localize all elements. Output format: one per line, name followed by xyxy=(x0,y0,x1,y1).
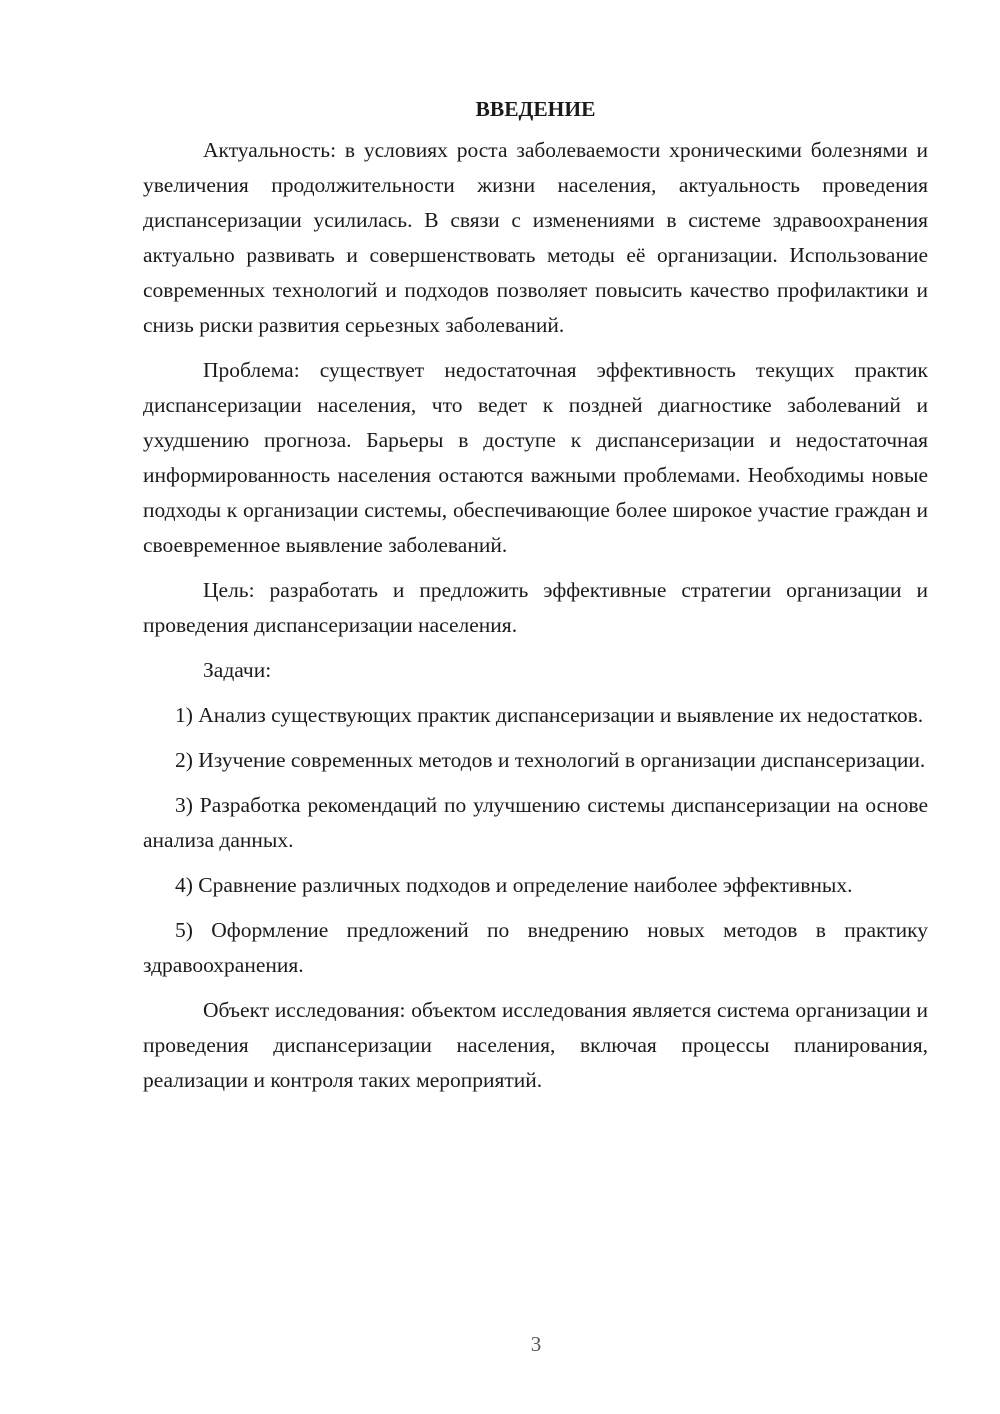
task-item: 3) Разработка рекомендаций по улучшению системы диспансеризации на основе анализа данных. xyxy=(143,793,928,852)
page-number: 3 xyxy=(530,1332,542,1356)
task-item: 1) Анализ существующих практик диспансеризации и выявление их недостатков. xyxy=(175,703,924,727)
document-page xyxy=(143,92,928,1108)
tasks-label: Задачи: xyxy=(203,658,272,682)
relevance-paragraph: Актуальность: в условиях роста заболеваемости хроническими болезнями и увеличения продолжительности жизни населения, актуальность проведения диспансеризации усилилась. В связи с изменениями в системе здравоохранения актуально развивать и совершенствовать методы её организации. Использование современных технологий и подходов позволяет повысить качество профилактики и снизь риски развития серьезных заболеваний. xyxy=(143,138,928,337)
task-item: 2) Изучение современных методов и технологий в организации диспансеризации. xyxy=(175,748,926,772)
page-title: ВВЕДЕНИЕ xyxy=(475,97,596,121)
task-item: 4) Сравнение различных подходов и определение наиболее эффективных. xyxy=(175,873,853,897)
object-paragraph: Объект исследования: объектом исследования является система организации и проведения диспансеризации населения, включая процессы планирования, реализации и контроля таких мероприятий. xyxy=(143,998,928,1092)
task-item: 5) Оформление предложений по внедрению новых методов в практику здравоохранения. xyxy=(143,918,928,977)
goal-paragraph: Цель: разработать и предложить эффективные стратегии организации и проведения диспансеризации населения. xyxy=(143,578,928,637)
problem-paragraph: Проблема: существует недостаточная эффективность текущих практик диспансеризации населения, что ведет к поздней диагностике заболеваний и ухудшению прогноза. Барьеры в доступе к диспансеризации и недостаточная информированность населения остаются важными проблемами. Необходимы новые подходы к организации системы, обеспечивающие более широкое участие граждан и своевременное выявление заболеваний. xyxy=(143,358,928,557)
tasks-list xyxy=(143,698,928,983)
